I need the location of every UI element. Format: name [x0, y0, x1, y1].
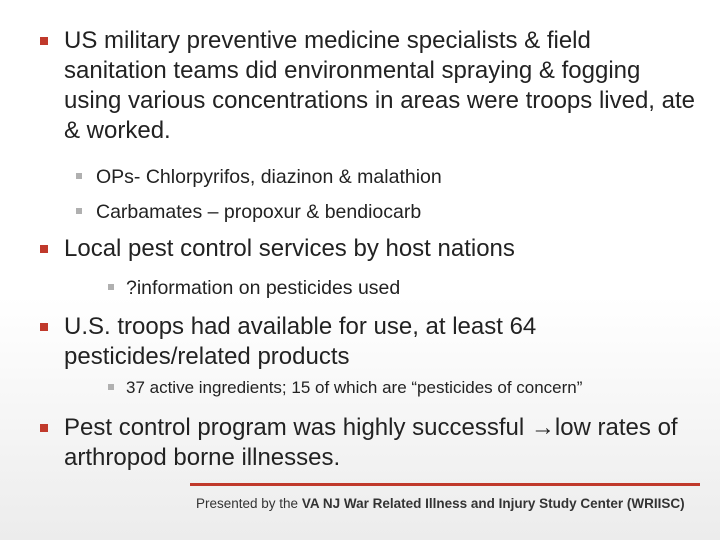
bullet-3-text: U.S. troops had available for use, at least 64 pesticides/related products	[64, 313, 537, 370]
bullet-square-icon	[40, 245, 48, 253]
bullet-1-sub-1-text: OPs- Chlorpyrifos, diazinon & malathion	[96, 166, 442, 188]
bullet-4-text: Pest control program was highly successful →low rates of arthropod borne illnesses.	[64, 414, 678, 471]
footer-org: VA NJ War Related Illness and Injury Study Center (WRIISC)	[301, 496, 685, 511]
bullet-2-sub-1-text: ?information on pesticides used	[126, 277, 401, 299]
bullet-square-icon	[108, 384, 114, 390]
bullet-2-text: Local pest control services by host nations	[64, 235, 515, 262]
footer-lead: Presented by the	[196, 496, 299, 511]
bullet-1-sub-2	[76, 200, 696, 224]
footer	[196, 496, 706, 511]
bullet-square-icon	[40, 424, 48, 432]
bullet-1-text: US military preventive medicine specialists & field sanitation teams did environmental spraying & fogging using various concentrations in areas were troops lived, ate & worked.	[64, 27, 696, 144]
bullet-1	[40, 26, 700, 146]
bullet-square-icon	[76, 208, 82, 214]
bullet-3-sub-1	[108, 376, 708, 400]
footer-divider	[190, 483, 700, 486]
bullet-3-sub-1-text: 37 active ingredients; 15 of which are “pesticides of concern”	[126, 378, 583, 397]
bullet-square-icon	[40, 37, 48, 45]
bullet-4	[40, 413, 700, 473]
bullet-square-icon	[76, 173, 82, 179]
bullet-2-sub-1	[108, 276, 708, 300]
bullet-1-sub-1	[76, 165, 696, 189]
bullet-square-icon	[108, 284, 114, 290]
bullet-square-icon	[40, 323, 48, 331]
bullet-3	[40, 312, 700, 372]
bullet-2	[40, 234, 700, 264]
bullet-1-sub-2-text: Carbamates – propoxur & bendiocarb	[96, 201, 422, 223]
